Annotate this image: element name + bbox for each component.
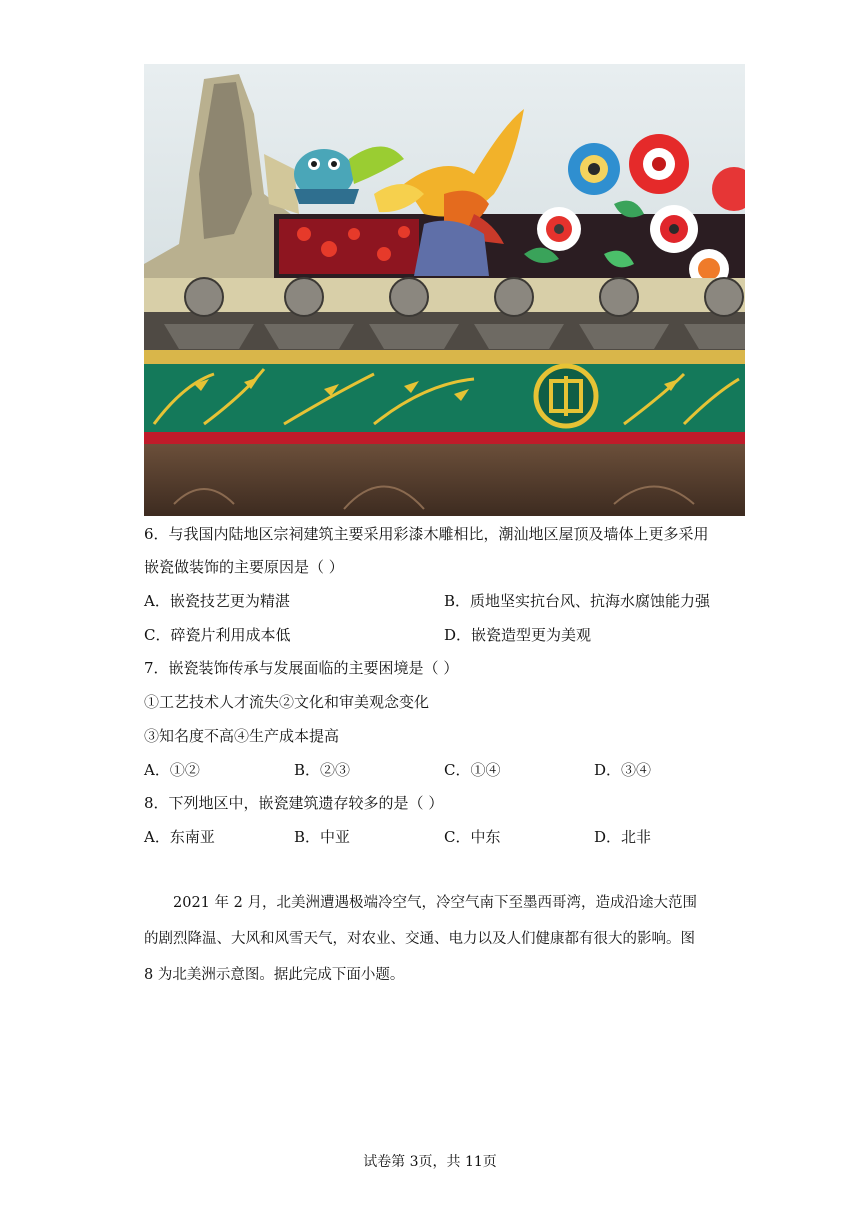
q7-stem: 7．嵌瓷装饰传承与发展面临的主要困境是（ ） [144,659,459,677]
q8-option-d: D．北非 [594,828,652,846]
q6-option-c: C．碎瓷片利用成本低 [144,626,291,644]
page-footer: 试卷第 3页，共 11页 [363,1154,497,1170]
q6-option-d: D．嵌瓷造型更为美观 [444,626,592,644]
q8-option-c: C．中东 [444,828,501,846]
q6-stem-line1: 6．与我国内陆地区宗祠建筑主要采用彩漆木雕相比，潮汕地区屋顶及墙体上更多采用 [144,525,709,543]
q8-option-b: B．中亚 [294,828,351,846]
qianci-roof-photo [144,64,745,516]
q6-stem-line2: 嵌瓷做装饰的主要原因是（ ） [144,558,344,576]
q6-option-b: B．质地坚实抗台风、抗海水腐蚀能力强 [444,592,711,610]
passage-line1: 2021 年 2 月，北美洲遭遇极端冷空气，冷空气南下至墨西哥湾，造成沿途大范围 [173,895,697,911]
q7-option-b: B．②③ [294,761,351,779]
q7-items-line2: ③知名度不高④生产成本提高 [144,727,340,745]
passage-line2: 的剧烈降温、大风和风雪天气，对农业、交通、电力以及人们健康都有很大的影响。图 [144,931,695,947]
q8-stem: 8．下列地区中，嵌瓷建筑遗存较多的是（ ） [144,794,444,812]
q7-option-d: D．③④ [594,761,652,779]
q7-option-c: C．①④ [444,761,501,779]
q7-items-line1: ①工艺技术人才流失②文化和审美观念变化 [144,693,430,711]
q7-option-a: A．①② [144,761,200,779]
q8-option-a: A．东南亚 [144,828,215,846]
passage-line3: 8 为北美洲示意图。据此完成下面小题。 [144,967,405,983]
q6-option-a: A．嵌瓷技艺更为精湛 [144,592,290,610]
